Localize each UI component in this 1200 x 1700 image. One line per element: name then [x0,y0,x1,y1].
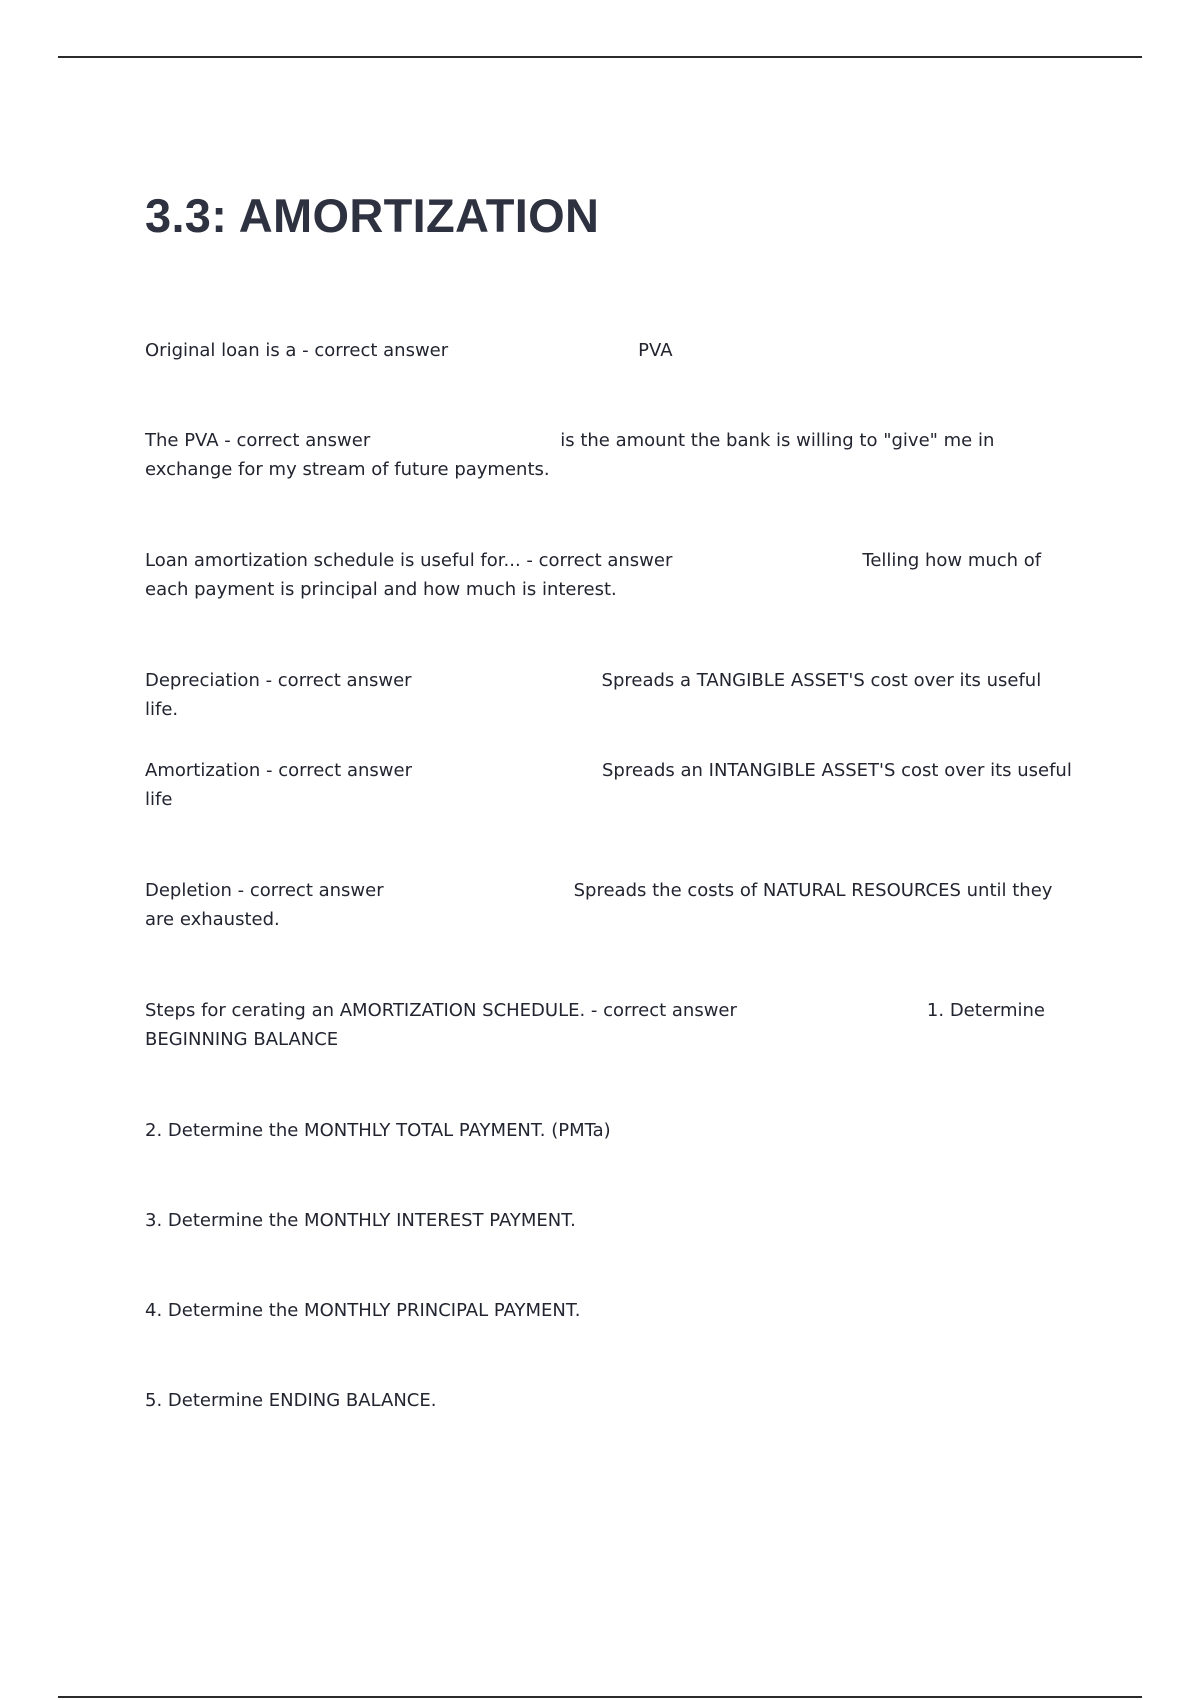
flashcard-amortization [145,756,1080,814]
card-question: Loan amortization schedule is useful for... - correct answer [145,550,673,571]
card-question: Original loan is a - correct answer [145,340,449,361]
card-question: The PVA - correct answer [145,430,371,451]
card-question: Depreciation - correct answer [145,670,412,691]
flashcard-original-loan [145,336,1080,365]
top-rule [58,56,1142,58]
step-item: 5. Determine ENDING BALANCE. [145,1390,437,1411]
step-item: 3. Determine the MONTHLY INTEREST PAYMENT. [145,1210,576,1231]
card-question: Amortization - correct answer [145,760,412,781]
step-item: 4. Determine the MONTHLY PRINCIPAL PAYMENT. [145,1300,581,1321]
card-answer: Spreads the costs of NATURAL RESOURCES until they are exhausted. [145,880,1053,930]
flashcard-depletion [145,876,1080,934]
flashcard-schedule-steps [145,996,1080,1054]
card-question: Steps for cerating an AMORTIZATION SCHEDULE. - correct answer [145,1000,737,1021]
bottom-rule [58,1696,1142,1698]
card-answer: PVA [638,340,673,361]
card-answer: is the amount the bank is willing to "give" me in exchange for my stream of future payments. [145,430,995,480]
card-question: Depletion - correct answer [145,880,384,901]
flashcard-depreciation [145,666,1080,724]
card-answer: Spreads a TANGIBLE ASSET'S cost over its useful life. [145,670,1042,720]
card-answer: Spreads an INTANGIBLE ASSET'S cost over its useful life [145,760,1072,810]
step-item: 2. Determine the MONTHLY TOTAL PAYMENT. (PMTa) [145,1120,611,1141]
card-answer: Telling how much of each payment is principal and how much is interest. [145,550,1042,600]
card-answer: 1. Determine BEGINNING BALANCE [145,1000,1045,1050]
page-title: 3.3: AMORTIZATION [145,189,600,242]
flashcard-pva [145,426,1080,484]
flashcard-schedule-use [145,546,1080,604]
